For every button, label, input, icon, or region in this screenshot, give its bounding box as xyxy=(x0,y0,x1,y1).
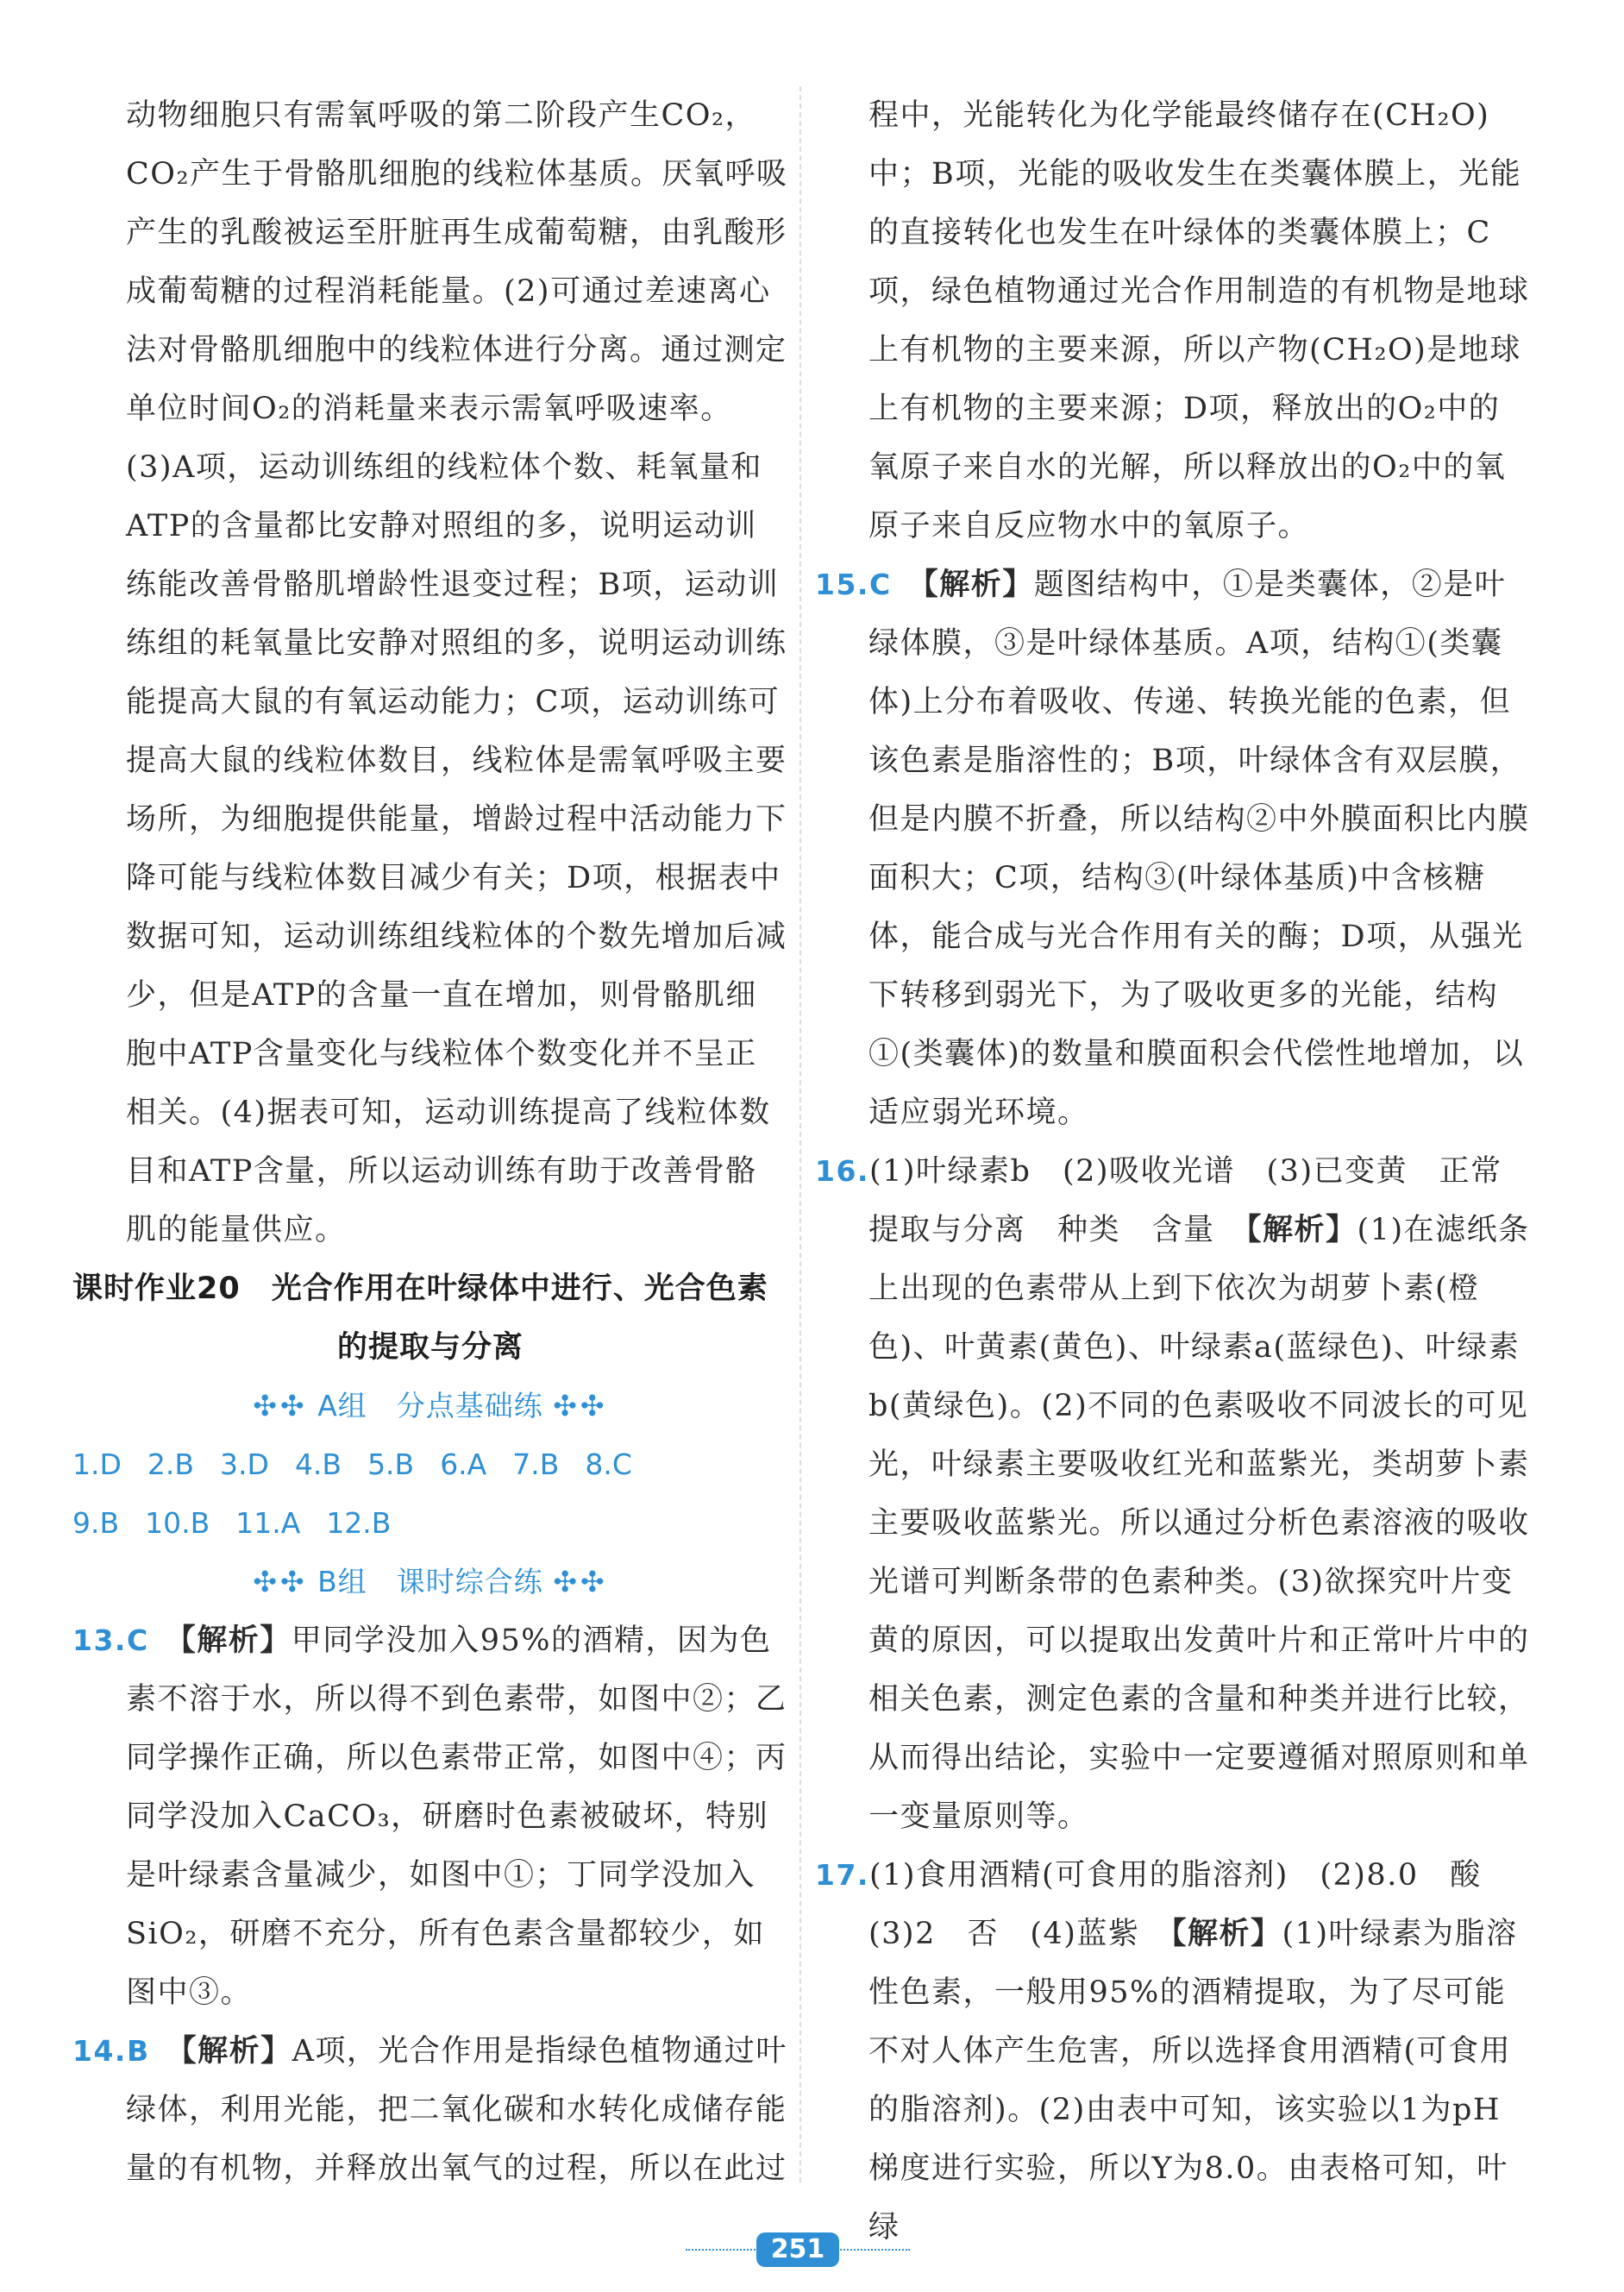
analysis-tag: 【解析】 xyxy=(180,1623,292,1658)
group-b-label: B组 课时综合练 xyxy=(317,1565,543,1598)
answer-14-continued: 程中，光能转化为化学能最终储存在(CH₂O)中；B项，光能的吸收发生在类囊体膜上，光能的直接转化也发生在叶绿体的类囊体膜上；C项，绿色植物通过光合作用制造的有机物是地球上有机物的主要来源，所以产物(CH₂O)是地球上有机物的主要来源；D项，释放出的O₂中的氧原子来自水的光解，所以释放出的O₂中的氧原子来自反应物水中的氧原子。 xyxy=(868,98,1530,543)
answer-15 xyxy=(815,556,1531,1142)
page-number: 251 xyxy=(756,2232,839,2267)
answer-text: 甲同学没加入95%的酒精，因为色素不溶于水，所以得不到色素带，如图中②；乙同学操作正确，所以色素带正常，如图中④；丙同学没加入CaCO₃，研磨时色素被破坏，特别是叶绿素含量减少，如图中①；丁同学没加入SiO₂，研磨不充分，所有色素含量都较少，如图中③。 xyxy=(126,1623,787,2010)
decor-dots-icon: ✣✣ xyxy=(253,1389,308,1422)
decor-dots-icon: ✣✣ xyxy=(553,1565,608,1598)
lesson-title xyxy=(72,1259,788,1377)
answer-item: 10.B xyxy=(145,1506,210,1540)
analysis-tag: 【解析】 xyxy=(1170,1917,1282,1951)
answer-text: (1)叶绿素为脂溶性色素，一般用95%的酒精提取，为了尽可能不对人体产生危害，所以选择食用酒精(可食用的脂溶剂)。(2)由表中可知，该实验以1为pH梯度进行实验，所以Y为8.0。由表格可知，叶绿 xyxy=(868,1917,1518,2245)
decor-dots-icon: ✣✣ xyxy=(253,1565,308,1598)
analysis-tag: 【解析】 xyxy=(181,2034,292,2069)
lesson-title-line1: 课时作业20 光合作用在叶绿体中进行、光合色素 xyxy=(72,1272,768,1306)
answer-item: 7.B xyxy=(512,1447,560,1481)
group-b-heading xyxy=(72,1553,788,1611)
answer-item: 9.B xyxy=(72,1506,120,1540)
paragraph-continued: 动物细胞只有需氧呼吸的第二阶段产生CO₂，CO₂产生于骨骼肌细胞的线粒体基质。厌氧呼吸产生的乳酸被运至肝脏再生成葡萄糖，由乳酸形成葡萄糖的过程消耗能量。(2)可通过差速离心法对骨骼肌细胞中的线粒体进行分离。通过测定单位时间O₂的消耗量来表示需氧呼吸速率。(3)A项，运动训练组的线粒体个数、耗氧量和ATP的含量都比安静对照组的多，说明运动训练能改善骨骼肌增龄性退变过程；B项，运动训练组的耗氧量比安静对照组的多，说明运动训练能提高大鼠的有氧运动能力；C项，运动训练可提高大鼠的线粒体数目，线粒体是需氧呼吸主要场所，为细胞提供能量，增龄过程中活动能力下降可能与线粒体数目减少有关；D项，根据表中数据可知，运动训练组线粒体的个数先增加后减少，但是ATP的含量一直在增加，则骨骼肌细胞中ATP含量变化与线粒体个数变化并不呈正相关。(4)据表可知，运动训练提高了线粒体数目和ATP含量，所以运动训练有助于改善骨骼肌的能量供应。 xyxy=(126,98,788,1247)
answer-key: (1)叶绿素b (2)吸收光谱 (3)已变黄 正常 提取与分离 种类 含量 xyxy=(868,1154,1534,1247)
analysis-tag: 【解析】 xyxy=(923,568,1034,602)
answer-16 xyxy=(815,1142,1534,1846)
answer-17 xyxy=(815,1846,1531,2257)
answer-14 xyxy=(72,2022,788,2198)
answer-row xyxy=(72,1435,788,1494)
answer-13 xyxy=(72,1611,788,2022)
question-number: 15.C xyxy=(815,568,892,601)
column-divider xyxy=(799,86,801,2182)
question-number: 13.C xyxy=(72,1623,149,1657)
analysis-tag: 【解析】 xyxy=(1246,1213,1358,1247)
answer-item: 8.C xyxy=(585,1447,632,1481)
answer-text: 题图结构中，①是类囊体，②是叶绿体膜，③是叶绿体基质。A项，结构①(类囊体)上分布着吸收、传递、转换光能的色素，但该色素是脂溶性的；B项，叶绿体含有双层膜，但是内膜不折叠，所以结构②中外膜面积比内膜面积大；C项，结构③(叶绿体基质)中含核糖体，能合成与光合作用有关的酶；D项，从强光下转移到弱光下，为了吸收更多的光能，结构①(类囊体)的数量和膜面积会代偿性地增加，以适应弱光环境。 xyxy=(868,568,1530,1130)
right-column xyxy=(815,86,1534,2257)
left-column xyxy=(72,86,788,2198)
answer-row xyxy=(72,1494,788,1553)
group-a-heading xyxy=(72,1377,788,1435)
lesson-title-line2: 的提取与分离 xyxy=(336,1330,524,1365)
answer-item: 2.B xyxy=(147,1447,195,1481)
answer-item: 4.B xyxy=(294,1447,342,1481)
decor-dots-icon: ✣✣ xyxy=(553,1389,608,1422)
answer-key: (1)食用酒精(可食用的脂溶剂) (2)8.0 酸 (3)2 否 (4)蓝紫 xyxy=(868,1858,1514,1951)
answer-text: (1)在滤纸条上出现的色素带从上到下依次为胡萝卜素(橙色)、叶黄素(黄色)、叶绿素a(蓝绿色)、叶绿素b(黄绿色)。(2)不同的色素吸收不同波长的可见光，叶绿素主要吸收红光和蓝紫光，类胡萝卜素主要吸收蓝紫光。所以通过分析色素溶液的吸收光谱可判断条带的色素种类。(3)欲探究叶片变黄的原因，可以提取出发黄叶片和正常叶片中的相关色素，测定色素的含量和种类并进行比较，从而得出结论，实验中一定要遵循对照原则和单一变量原则等。 xyxy=(868,1213,1530,1834)
answer-item: 11.A xyxy=(235,1506,301,1540)
answer-text: A项，光合作用是指绿色植物通过叶绿体，利用光能，把二氧化碳和水转化成储存能量的有机物，并释放出氧气的过程，所以在此过 xyxy=(126,2034,787,2186)
question-number: 16. xyxy=(815,1154,869,1188)
group-a-label: A组 分点基础练 xyxy=(317,1389,543,1422)
question-number: 17. xyxy=(815,1858,869,1892)
answer-item: 1.D xyxy=(72,1447,122,1481)
answer-item: 3.D xyxy=(220,1447,269,1481)
answer-item: 6.A xyxy=(440,1447,487,1481)
answer-item: 12.B xyxy=(326,1506,392,1540)
answer-item: 5.B xyxy=(367,1447,415,1481)
question-number: 14.B xyxy=(72,2034,150,2068)
